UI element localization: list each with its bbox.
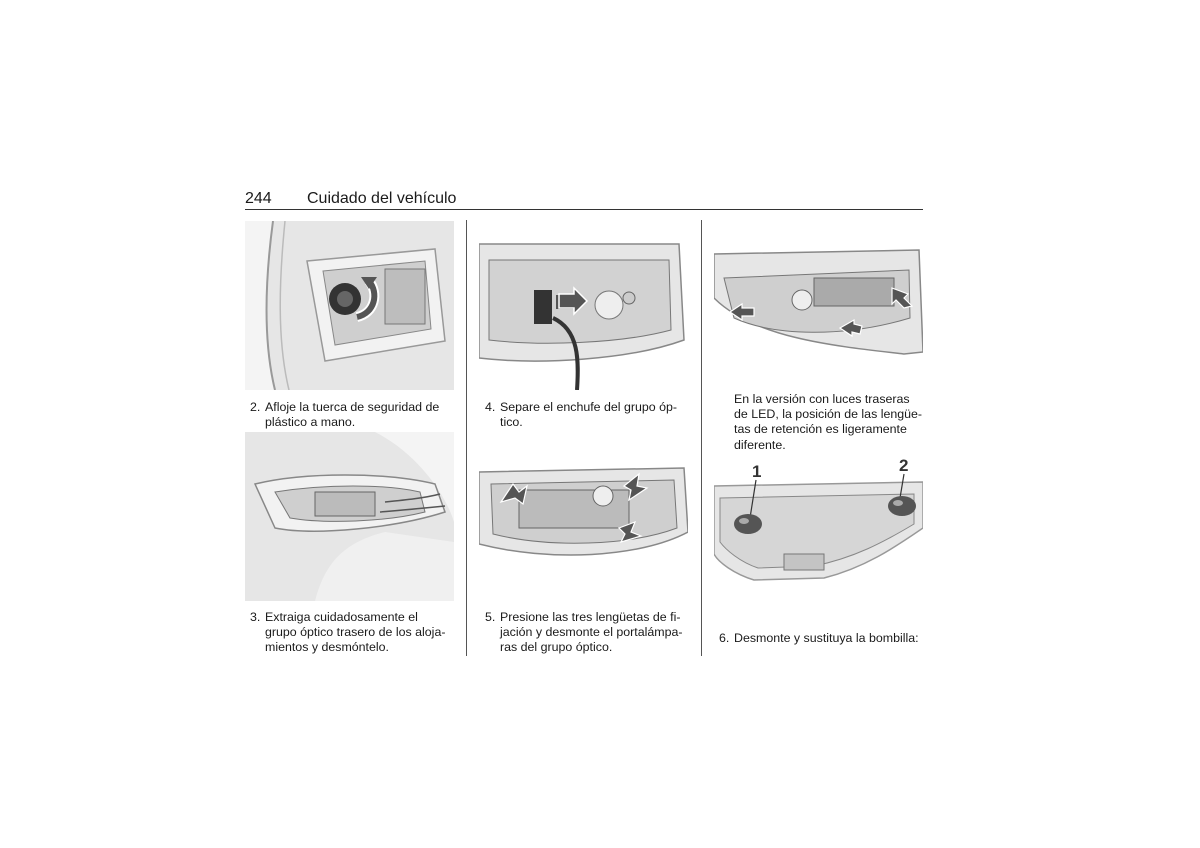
step-text-line: Desmonte y sustituya la bombilla:	[734, 631, 919, 645]
step-number: 3.	[250, 610, 261, 624]
note-line: diferente.	[734, 437, 786, 452]
callout-bulb-1: 1	[752, 462, 762, 481]
note-line: de LED, la posición de las lengüe-	[734, 407, 923, 422]
figure-disconnect-plug	[479, 240, 688, 390]
page-number: 244	[245, 190, 272, 207]
step-number: 5.	[485, 610, 496, 624]
step-text-line: tico.	[500, 415, 523, 430]
note-line: tas de retención es ligeramente	[734, 422, 907, 437]
step-6	[719, 631, 929, 646]
step-text-line: Afloje la tuerca de seguridad de	[265, 400, 440, 414]
figure-led-version	[714, 248, 923, 358]
page-header	[245, 188, 923, 210]
step-text-line: ras del grupo óptico.	[500, 640, 613, 655]
column-divider-left	[466, 220, 467, 656]
illustration-loosen-nut	[245, 221, 454, 390]
callout-bulb-2: 2	[899, 456, 909, 475]
section-title: Cuidado del vehículo	[307, 190, 457, 207]
step-text-line: jación y desmonte el portalámpa-	[500, 625, 683, 640]
column-divider-right	[701, 220, 702, 656]
illustration-press-tabs	[479, 462, 688, 567]
step-5	[485, 610, 695, 656]
step-text-line: plástico a mano.	[265, 415, 356, 430]
step-text-line: Separe el enchufe del grupo óp-	[500, 400, 678, 414]
illustration-remove-lamp	[245, 432, 454, 601]
figure-bulbs	[714, 458, 923, 590]
header-rule	[245, 209, 923, 210]
figure-remove-lamp	[245, 432, 454, 601]
step-number: 4.	[485, 400, 496, 414]
step-3	[250, 610, 460, 656]
step-text-line: Extraiga cuidadosamente el	[265, 610, 418, 624]
step-2	[250, 400, 455, 430]
step-text-line: mientos y desmóntelo.	[265, 640, 389, 655]
note-line: En la versión con luces traseras	[734, 392, 910, 406]
step-number: 2.	[250, 400, 261, 414]
illustration-disconnect-plug	[479, 240, 688, 390]
figure-press-tabs	[479, 462, 688, 567]
led-note	[734, 392, 929, 453]
step-text-line: grupo óptico trasero de los aloja-	[265, 625, 446, 640]
step-text-line: Presione las tres lengüetas de fi-	[500, 610, 681, 624]
illustration-bulbs	[714, 458, 923, 590]
illustration-led-version	[714, 248, 923, 358]
step-4	[485, 400, 690, 430]
figure-loosen-nut	[245, 221, 454, 390]
step-number: 6.	[719, 631, 730, 645]
